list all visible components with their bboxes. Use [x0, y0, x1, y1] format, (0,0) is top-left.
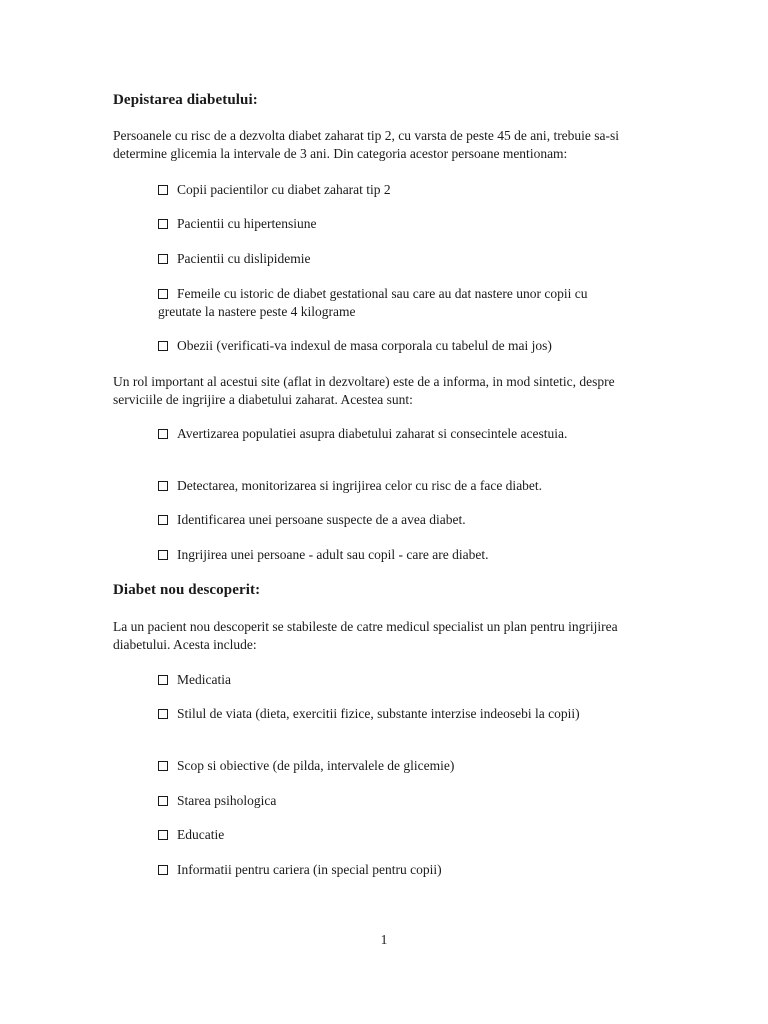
list-item	[158, 337, 628, 355]
list-item	[158, 511, 608, 529]
list-item-text: Informatii pentru cariera (in special pentru copii)	[177, 862, 442, 877]
services-paragraph: Un rol important al acestui site (aflat in dezvoltare) este de a informa, in mod sintetic, despre serviciile de ingrijire a diabetului zaharat. Acestea sunt:	[113, 374, 615, 407]
list-item	[158, 477, 608, 495]
list-item	[158, 215, 608, 233]
list-item	[158, 181, 608, 199]
list-item	[158, 757, 608, 775]
list-item	[158, 705, 603, 723]
checkbox-outline-icon	[158, 219, 168, 229]
section-heading-depistarea: Depistarea diabetului:	[113, 92, 258, 108]
checkbox-outline-icon	[158, 481, 168, 491]
section-heading-diabet-nou: Diabet nou descoperit:	[113, 582, 261, 598]
checkbox-outline-icon	[158, 865, 168, 875]
checkbox-outline-icon	[158, 796, 168, 806]
plan-paragraph: La un pacient nou descoperit se stabileste de catre medicul specialist un plan pentru ingrijirea diabetului. Acesta include:	[113, 619, 618, 652]
list-item	[158, 546, 608, 564]
list-item-text: Identificarea unei persoane suspecte de a avea diabet.	[177, 512, 466, 527]
list-item	[158, 792, 608, 810]
list-item	[158, 671, 608, 689]
list-item	[158, 250, 608, 268]
list-item-text: Obezii (verificati-va indexul de masa corporala cu tabelul de mai jos)	[177, 338, 552, 353]
checkbox-outline-icon	[158, 254, 168, 264]
checkbox-outline-icon	[158, 830, 168, 840]
list-item-text: Scop si obiective (de pilda, intervalele de glicemie)	[177, 758, 455, 773]
list-item-text: Avertizarea populatiei asupra diabetului zaharat si consecintele acestuia.	[177, 426, 568, 441]
checkbox-outline-icon	[158, 675, 168, 685]
checkbox-outline-icon	[158, 550, 168, 560]
intro-paragraph: Persoanele cu risc de a dezvolta diabet zaharat tip 2, cu varsta de peste 45 de ani, trebuie sa-si determine glicemia la intervale de 3 ani. Din categoria acestor persoane mentionam:	[113, 128, 620, 161]
list-item-text: Educatie	[177, 827, 225, 842]
list-item	[158, 826, 608, 844]
list-item-text: Femeile cu istoric de diabet gestational sau care au dat nastere unor copii cu greutate la nastere peste 4 kilograme	[158, 286, 588, 319]
checkbox-outline-icon	[158, 341, 168, 351]
list-item-text: Detectarea, monitorizarea si ingrijirea celor cu risc de a face diabet.	[177, 478, 543, 493]
list-item-text: Medicatia	[177, 672, 231, 687]
checkbox-outline-icon	[158, 289, 168, 299]
checkbox-outline-icon	[158, 709, 168, 719]
list-item-text: Ingrijirea unei persoane - adult sau copil - care are diabet.	[177, 547, 489, 562]
list-item-text: Pacientii cu dislipidemie	[177, 251, 311, 266]
list-item	[158, 285, 598, 321]
page-number: 1	[380, 932, 388, 947]
checkbox-outline-icon	[158, 515, 168, 525]
checkbox-outline-icon	[158, 761, 168, 771]
list-item	[158, 861, 608, 879]
checkbox-outline-icon	[158, 185, 168, 195]
list-item-text: Stilul de viata (dieta, exercitii fizice, substante interzise indeosebi la copii)	[177, 706, 580, 721]
list-item-text: Copii pacientilor cu diabet zaharat tip 2	[177, 182, 391, 197]
list-item-text: Pacientii cu hipertensiune	[177, 216, 317, 231]
list-item-text: Starea psihologica	[177, 793, 277, 808]
list-item	[158, 425, 568, 443]
checkbox-outline-icon	[158, 429, 168, 439]
